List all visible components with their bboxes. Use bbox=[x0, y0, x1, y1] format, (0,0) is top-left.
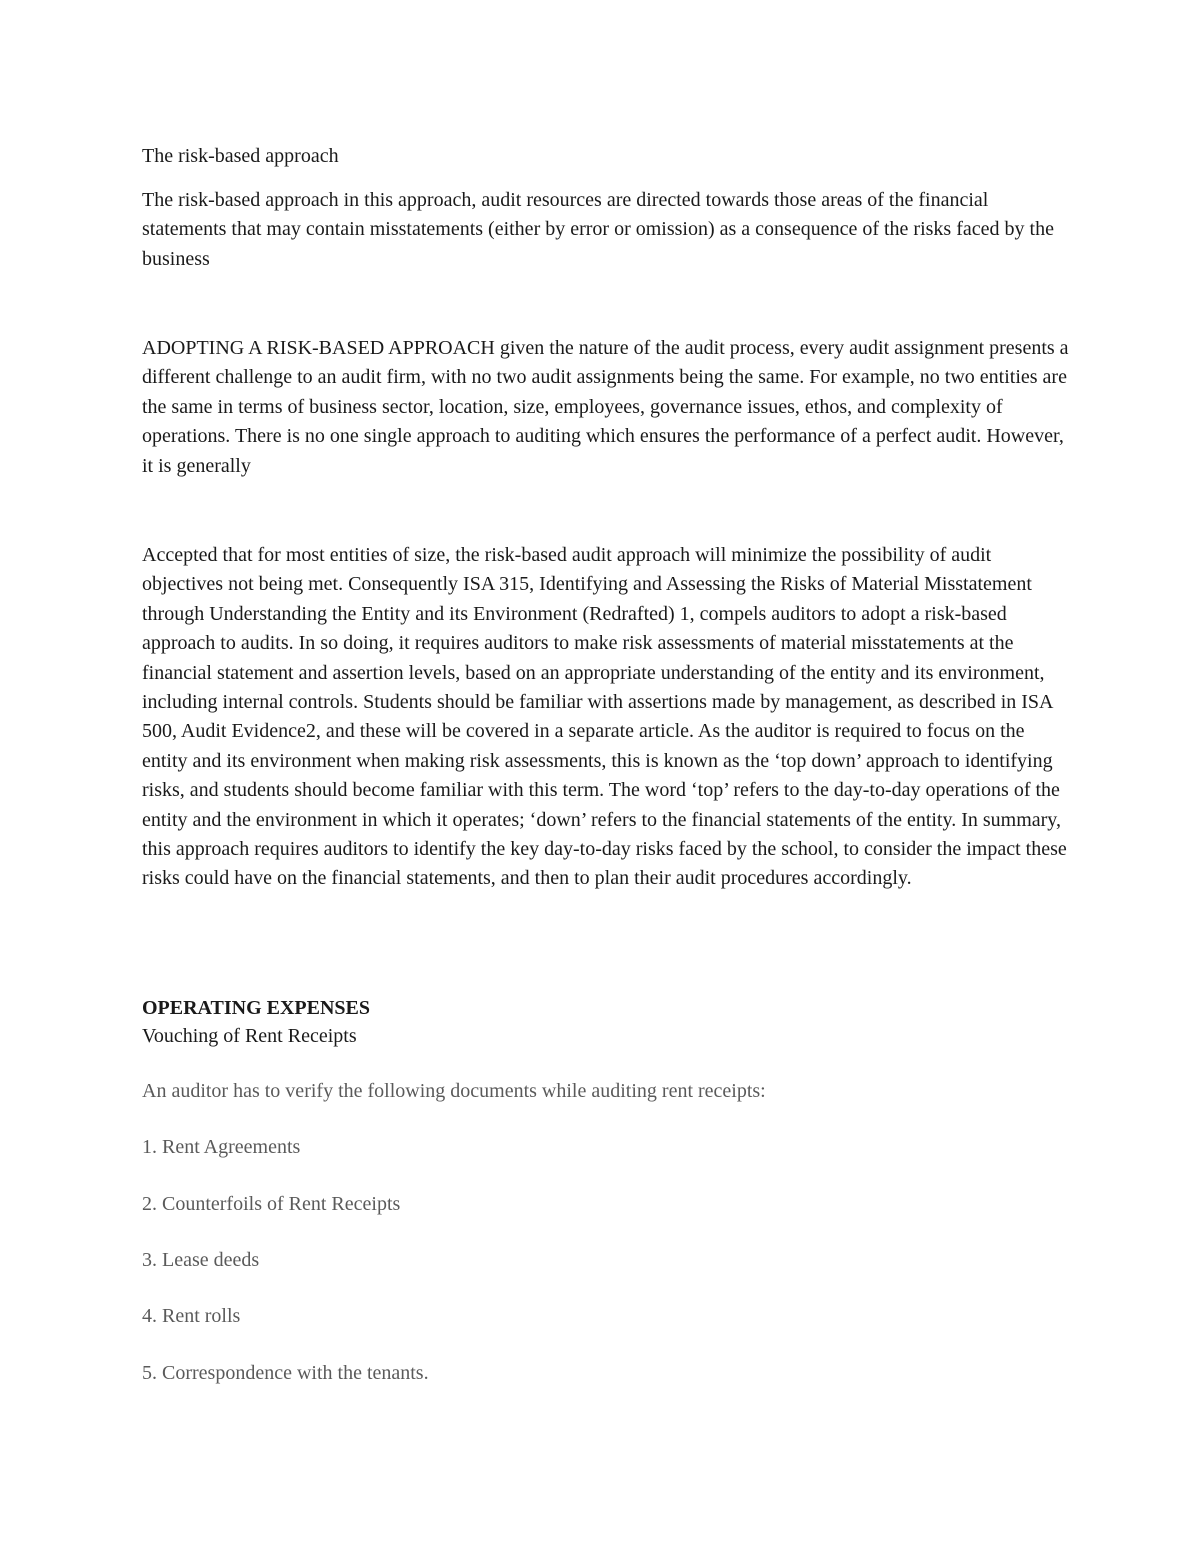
list-item: 1. Rent Agreements bbox=[142, 1136, 301, 1158]
list-item: 5. Correspondence with the tenants. bbox=[142, 1362, 429, 1384]
accepted-paragraph: Accepted that for most entities of size, the risk-based audit approach will minimize the possibility of audit objectives not being met. Consequently ISA 315, Identifying and Assessing the Risks of Material Misstatement through Understanding the Entity and its Environment (Redrafted) 1, compels auditors to adopt a risk-based approach to audits. In so doing, it requires auditors to make risk assessments of material misstatements at the financial statement and assertion levels, based on an appropriate understanding of the entity and its environment, including internal controls. Students should be familiar with assertions made by management, as described in ISA 500, Audit Evidence2, and these will be covered in a separate article. As the auditor is required to focus on the entity and its environment when making risk assessments, this is known as the ‘top down’ approach to identifying risks, and students should become familiar with this term. The word ‘top’ refers to the day-to-day operations of the entity and the environment in which it operates; ‘down’ refers to the financial statements of the entity. In summary, this approach requires auditors to identify the key day-to-day risks faced by the school, to consider the impact these risks could have on the financial statements, and then to plan their audit procedures accordingly. bbox=[142, 544, 1067, 890]
section-subheading: Vouching of Rent Receipts bbox=[142, 1025, 357, 1047]
intro-paragraph: The risk-based approach in this approach, audit resources are directed towards those areas of the financial statements that may contain misstatements (either by error or omission) as a consequence of the risks faced by the business bbox=[142, 189, 1054, 270]
list-item: 4. Rent rolls bbox=[142, 1305, 241, 1327]
adopting-paragraph: ADOPTING A RISK-BASED APPROACH given the nature of the audit process, every audit assignment presents a different challenge to an audit firm, with no two audit assignments being the same. For example, no two entities are the same in terms of business sector, location, size, employees, governance issues, ethos, and complexity of operations. There is no one single approach to auditing which ensures the performance of a perfect audit. However, it is generally bbox=[142, 337, 1069, 477]
section-heading: OPERATING EXPENSES bbox=[142, 997, 371, 1019]
document-title: The risk-based approach bbox=[142, 145, 339, 167]
list-intro: An auditor has to verify the following documents while auditing rent receipts: bbox=[142, 1080, 766, 1102]
list-item: 2. Counterfoils of Rent Receipts bbox=[142, 1193, 401, 1215]
list-item: 3. Lease deeds bbox=[142, 1249, 260, 1271]
